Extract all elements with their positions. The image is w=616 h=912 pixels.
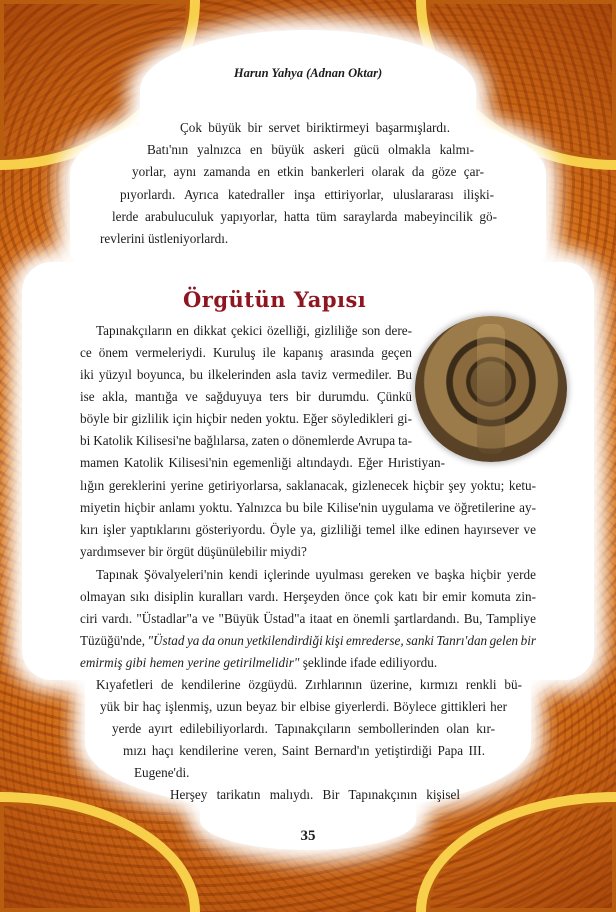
text-line: Tapınak Şövalyeleri'nin kendi içlerinde uyulması gereken ve başka hiçbir yerde: [96, 567, 536, 582]
text-line: olmayan sıkı disiplin kuralları vardı. Herşeyden önce çok katı bir emir komuta zin-: [80, 589, 536, 604]
text-line: [80, 632, 536, 650]
text-span: şeklinde ifade ediliyordu.: [299, 655, 438, 670]
ornament-arc-bottom-left: [0, 792, 200, 912]
text-line: ciri vardı. "Üstadlar"a ve "Büyük Üstad"a itaat en önemli şartlardandı. Bu, Tampliye: [80, 611, 536, 626]
templar-seal-image: [415, 316, 567, 462]
text-line: Batı'nın yalnızca en büyük askeri gücü olmakla kalmı-: [147, 142, 474, 157]
text-line: revlerini üstleniyorlardı.: [100, 231, 229, 246]
text-line: kırı işler yaptıklarını gösteriyordu. Öyle ya, gizliliği temel ilke edinen hayırsever ve: [80, 522, 536, 537]
text-line: iki yüzyıl boyunca, bu ilkelerinden asla taviz vermediler. Bu: [80, 367, 412, 382]
text-line: [80, 654, 437, 672]
running-header-author: Harun Yahya (Adnan Oktar): [233, 66, 383, 80]
text-line: pıyorlardı. Ayrıca katedraller inşa ettiriyorlar, uluslararası ilişki-: [120, 187, 494, 202]
text-line: mamen Katolik Kilisesi'nin egemenliği altındaydı. Eğer Hıristiyan-: [80, 455, 445, 470]
text-line: miyetin hiçbir anlamı yoktu. Yalnızca bu bile Kilise'nin uygulama ve öğretilerine ay-: [80, 500, 536, 515]
text-line: yardımsever bir örgüt düşünülebilir miydi?: [80, 544, 307, 559]
text-line: Kıyafetleri de kendilerine özgüydü. Zırhlarının üzerine, kırmızı renkli bü-: [96, 677, 522, 692]
text-line: Herşey tarikatın malıydı. Bir Tapınakçının kişisel: [170, 787, 460, 802]
text-line: böyle bir gizlilik için hiçbir neden yoktu. Eğer söyledikleri gi-: [80, 411, 412, 426]
ornament-arc-bottom-right: [416, 792, 616, 912]
quote-text: "Üstad ya da onun yetkilendirdiği kişi emrederse, sanki Tanrı'dan gelen bir: [147, 633, 536, 648]
quote-text: emirmiş gibi hemen yerine getirilmelidir": [80, 655, 300, 670]
text-line: lığın gereklerini yerine getiriyorlarsa, saklanacak, gizlenecek hiçbir şey yoktu; ketu-: [80, 478, 536, 493]
text-line: mızı haçı kendilerine veren, Saint Bernard'ın yetiştirdiği Papa III.: [123, 743, 485, 758]
text-line: Çok büyük bir servet biriktirmeyi başarmışlardı.: [180, 120, 450, 135]
text-line: lerde arabuluculuk yapıyorlar, hatta tüm saraylarda mabeyincilik gö-: [112, 209, 497, 224]
text-line: yorlar, aynı zamanda en etkin bankerleri olarak da göze çar-: [132, 164, 484, 179]
text-line: yük bir haç işlenmiş, uzun beyaz bir elbise giyerlerdi. Böylece gittikleri her: [100, 699, 507, 714]
text-line: ce önem vermeleriydi. Kuruluş ile kapanış arasında geçen: [80, 345, 412, 360]
text-line: yerde ayırt edilebiliyorlardı. Tapınakçıların sembollerinden olan kır-: [112, 721, 495, 736]
text-line: Tapınakçıların en dikkat çekici özelliği, gizliliğe son dere-: [96, 323, 412, 338]
page-number: 35: [300, 828, 316, 844]
text-span: Tüzüğü'nde,: [80, 633, 148, 648]
section-title: Örgütün Yapısı: [183, 287, 367, 312]
text-line: ise akla, mantığa ve sağduyuya ters bir durumdu. Çünkü: [80, 389, 412, 404]
text-line: bi Katolik Kilisesi'ne bağlılarsa, zaten o dönemlerde Avrupa ta-: [80, 433, 412, 448]
text-line: Eugene'di.: [134, 765, 190, 780]
